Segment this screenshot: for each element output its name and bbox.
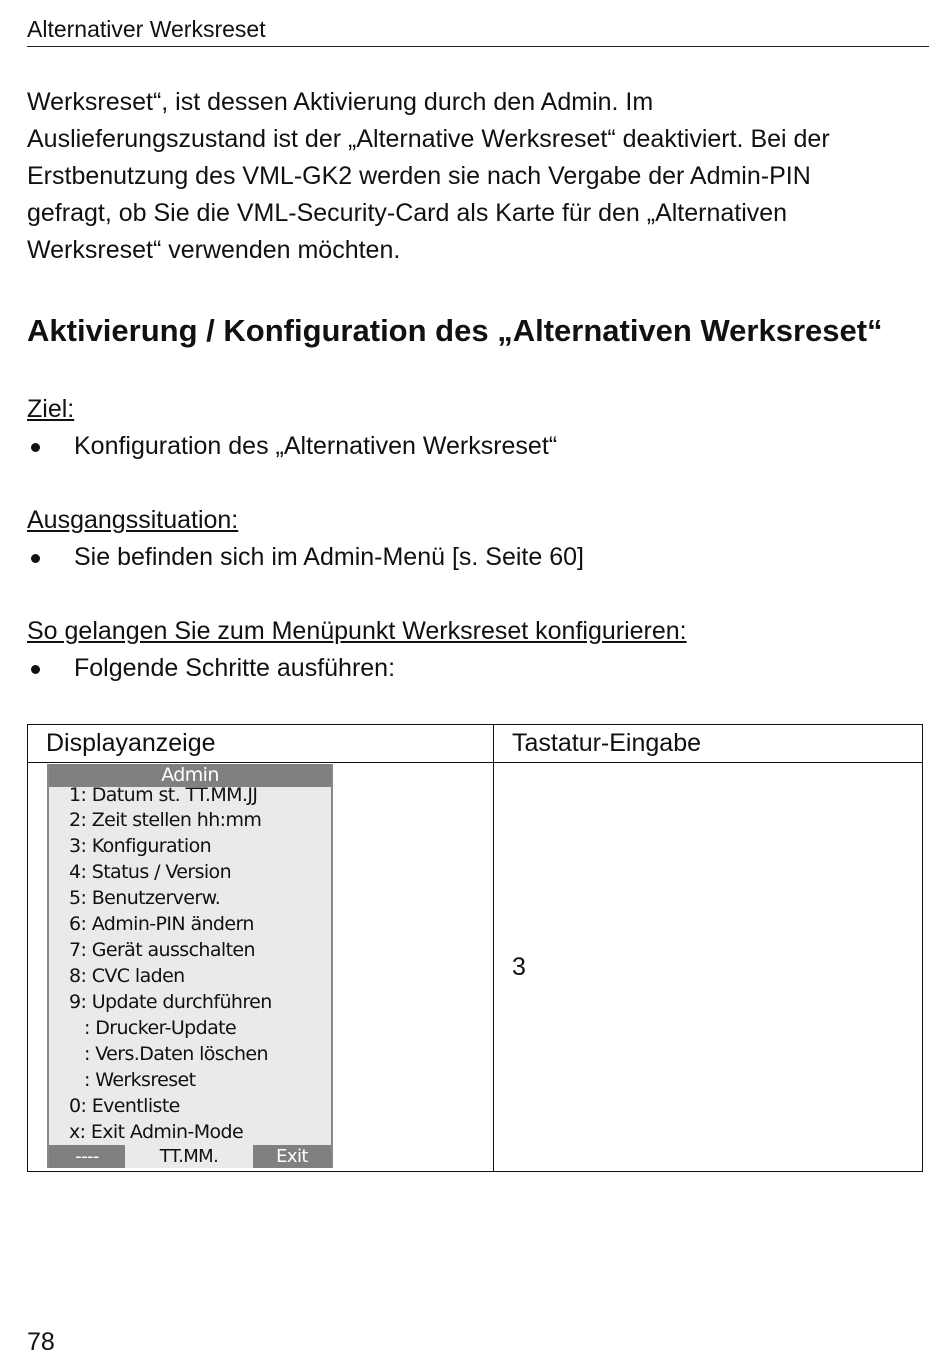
menu-item: 7: Gerät ausschalten bbox=[69, 939, 255, 961]
steps-label: So gelangen Sie zum Menüpunkt Werksreset konfigurieren: bbox=[27, 617, 687, 645]
menu-item: 8: CVC laden bbox=[69, 965, 185, 987]
menu-item: 3: Konfiguration bbox=[69, 835, 212, 857]
intro-line: Auslieferungszustand ist der „Alternative Werksreset“ deaktiviert. Bei der bbox=[27, 125, 830, 153]
display-menu bbox=[49, 787, 331, 1145]
intro-line: Werksreset“, ist dessen Aktivierung durch den Admin. Im bbox=[27, 88, 654, 116]
goal-block bbox=[27, 391, 927, 465]
start-label: Ausgangssituation: bbox=[27, 506, 239, 534]
goal-label: Ziel: bbox=[27, 395, 75, 423]
softkey-left: ---- bbox=[49, 1145, 125, 1168]
start-block bbox=[27, 502, 927, 576]
menu-item: : Drucker-Update bbox=[84, 1017, 237, 1039]
menu-item: 6: Admin-PIN ändern bbox=[69, 913, 254, 935]
goal-item: Konfiguration des „Alternativen Werksreset“ bbox=[27, 428, 927, 465]
menu-item: 2: Zeit stellen hh:mm bbox=[69, 809, 262, 831]
intro-paragraph bbox=[27, 84, 927, 269]
menu-item: x: Exit Admin-Mode bbox=[69, 1121, 244, 1143]
header-keyboard-input: Tastatur-Eingabe bbox=[494, 725, 923, 763]
start-item: Sie befinden sich im Admin-Menü [s. Seite 60] bbox=[27, 539, 927, 576]
menu-item: 1: Datum st. TT.MM.JJ bbox=[69, 787, 258, 806]
display-softkeys bbox=[49, 1145, 331, 1168]
steps-table bbox=[27, 724, 923, 1172]
running-header: Alternativer Werksreset bbox=[27, 14, 929, 47]
menu-item: : Werksreset bbox=[84, 1069, 196, 1091]
menu-item: 5: Benutzerverw. bbox=[69, 887, 221, 909]
intro-line: Werksreset“ verwenden möchten. bbox=[27, 236, 401, 264]
header-display: Displayanzeige bbox=[28, 725, 494, 763]
menu-item: 9: Update durchführen bbox=[69, 991, 272, 1013]
section-title: Aktivierung / Konfiguration des „Alternativen Werksreset“ bbox=[27, 313, 883, 348]
display-title: Admin bbox=[49, 764, 331, 787]
menu-item: 0: Eventliste bbox=[69, 1095, 180, 1117]
menu-item: : Vers.Daten löschen bbox=[84, 1043, 268, 1065]
device-display bbox=[47, 764, 333, 1168]
intro-line: gefragt, ob Sie die VML-Security-Card als Karte für den „Alternativen bbox=[27, 199, 788, 227]
softkey-exit: Exit bbox=[253, 1145, 331, 1168]
steps-intro-block bbox=[27, 613, 927, 687]
intro-line: Erstbenutzung des VML-GK2 werden sie nach Vergabe der Admin-PIN bbox=[27, 162, 811, 190]
steps-item: Folgende Schritte ausführen: bbox=[27, 650, 927, 687]
keyboard-input-cell: 3 bbox=[494, 763, 923, 1172]
page-number: 78 bbox=[27, 1328, 55, 1356]
softkey-middle: TT.MM. bbox=[125, 1145, 253, 1168]
menu-item: 4: Status / Version bbox=[69, 861, 232, 883]
display-cell bbox=[28, 763, 494, 1172]
